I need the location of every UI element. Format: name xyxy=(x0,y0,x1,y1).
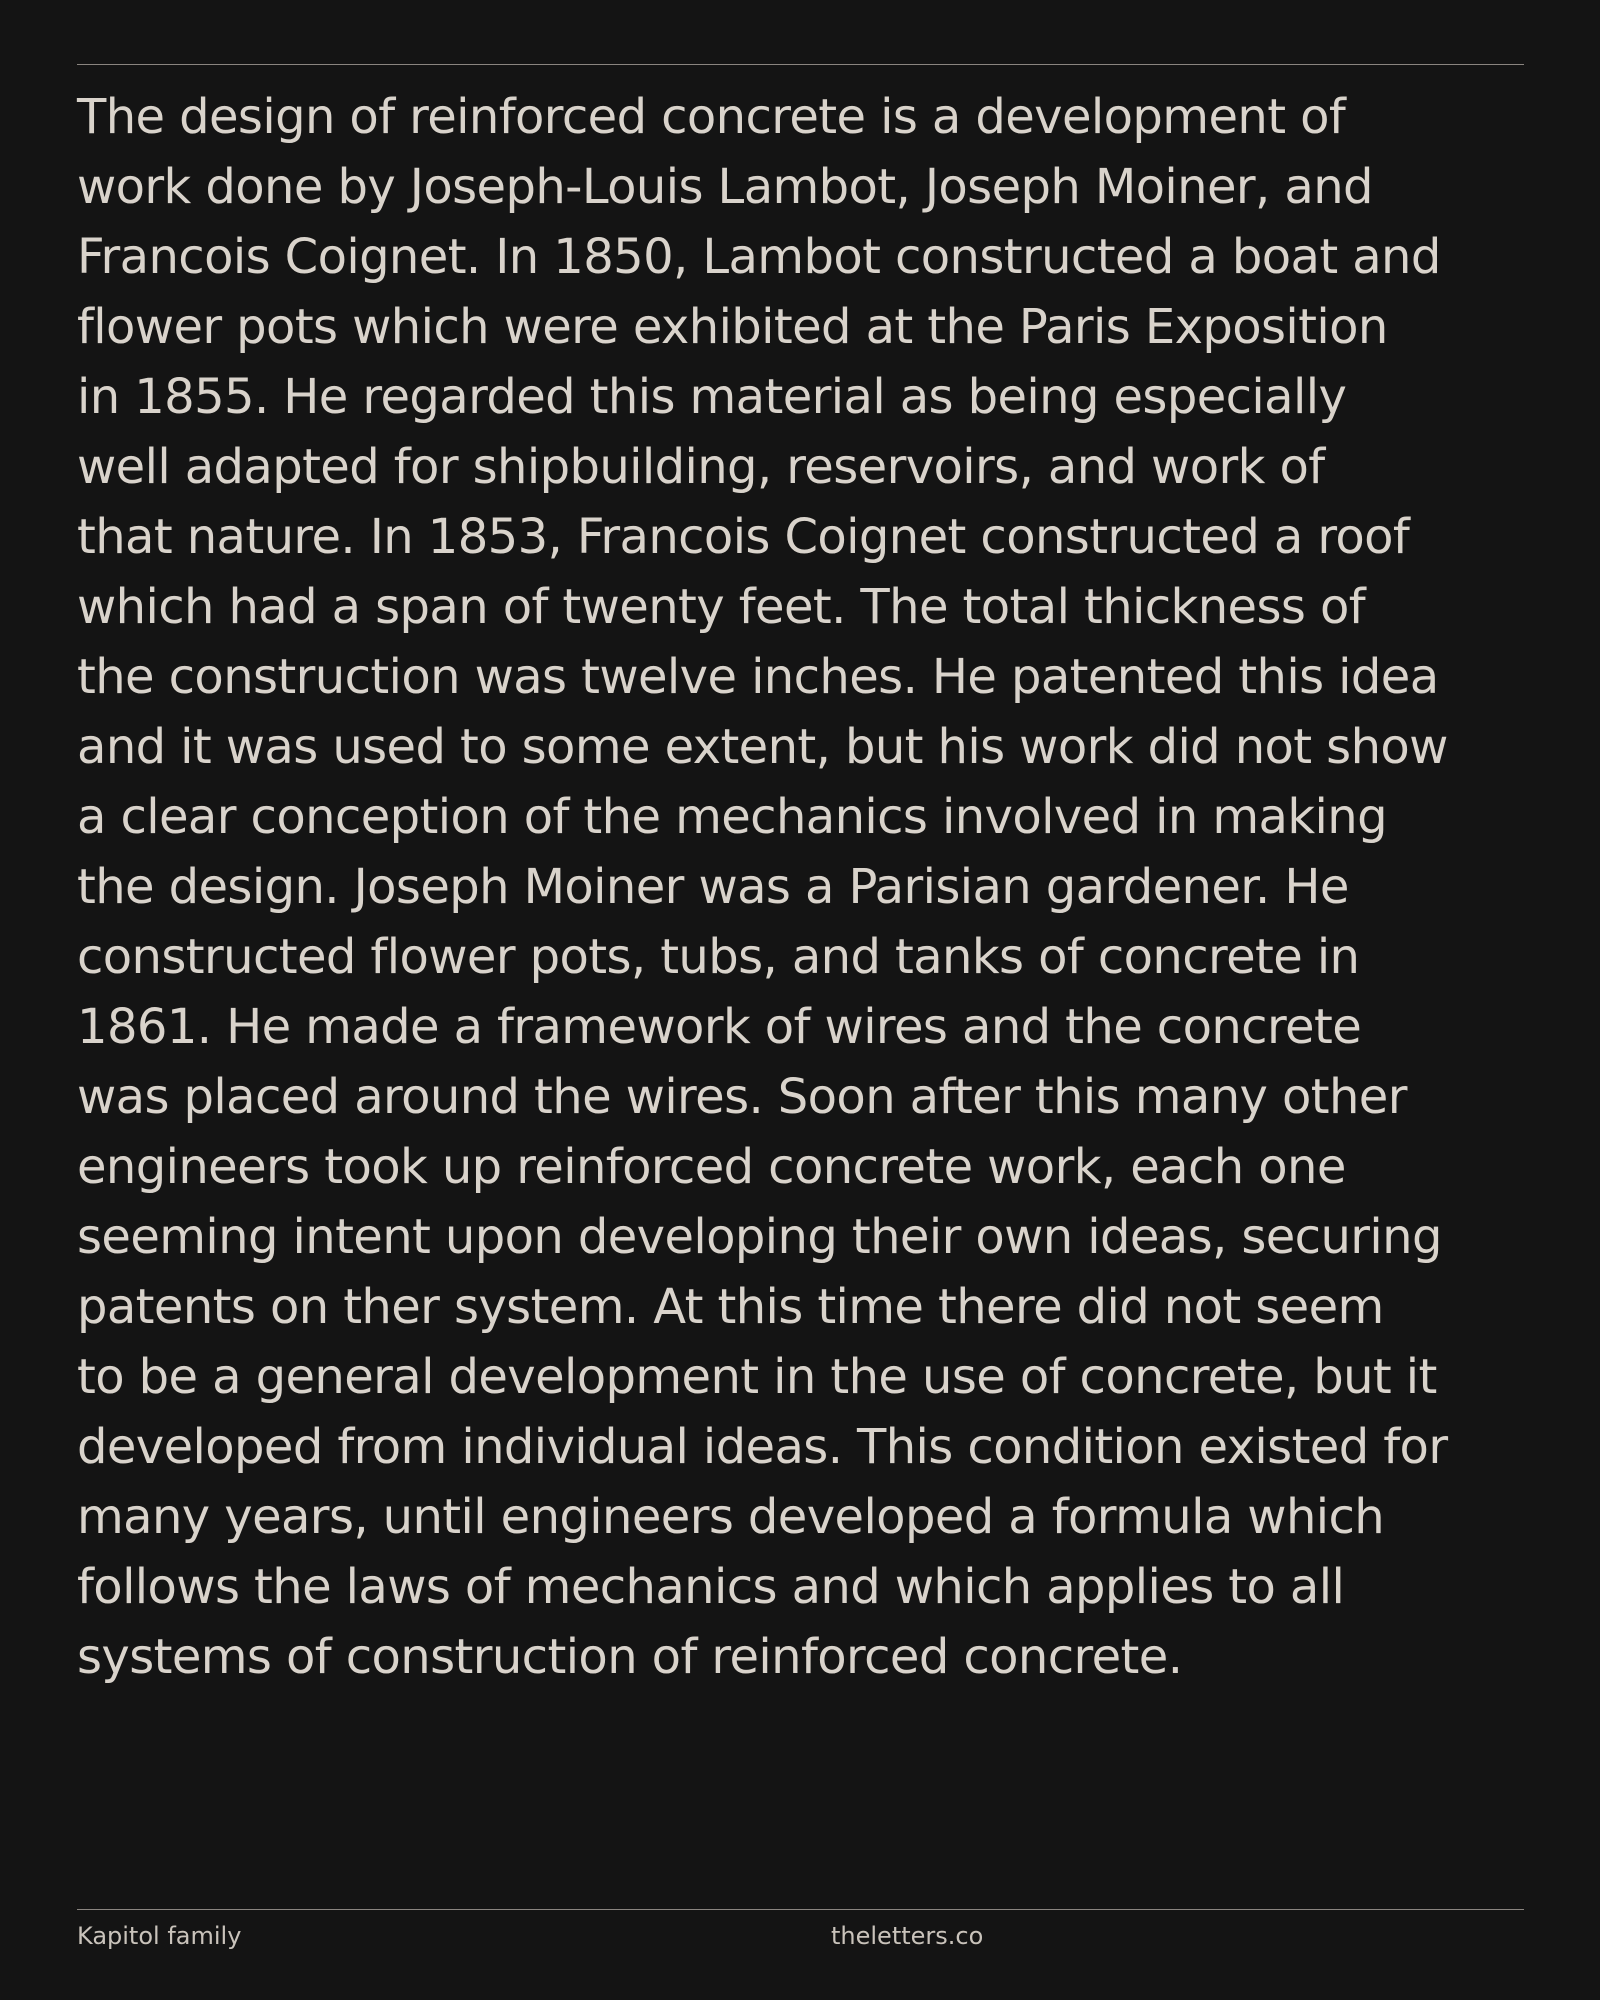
paragraph-line: many years, until engineers developed a formula which xyxy=(77,1489,1385,1545)
paragraph-line: constructed flower pots, tubs, and tanks of concrete in xyxy=(77,929,1360,985)
paragraph-line: work done by Joseph-Louis Lambot, Joseph Moiner, and xyxy=(77,159,1373,215)
font-family-label: Kapitol family xyxy=(77,1922,242,1950)
paragraph-line: was placed around the wires. Soon after this many other xyxy=(77,1069,1407,1125)
paragraph-line: in 1855. He regarded this material as being especially xyxy=(77,369,1347,425)
paragraph-line: patents on ther system. At this time there did not seem xyxy=(77,1279,1384,1335)
bottom-divider xyxy=(77,1909,1524,1910)
paragraph-line: well adapted for shipbuilding, reservoirs, and work of xyxy=(77,439,1325,495)
paragraph-line: and it was used to some extent, but his work did not show xyxy=(77,719,1448,775)
top-divider xyxy=(77,64,1524,65)
paragraph-line: developed from individual ideas. This condition existed for xyxy=(77,1419,1448,1475)
paragraph-line: seeming intent upon developing their own ideas, securing xyxy=(77,1209,1442,1265)
site-link[interactable]: theletters.co xyxy=(831,1922,984,1950)
paragraph-line: follows the laws of mechanics and which applies to all xyxy=(77,1559,1345,1615)
paragraph-line: flower pots which were exhibited at the Paris Exposition xyxy=(77,299,1388,355)
paragraph-line: to be a general development in the use of concrete, but it xyxy=(77,1349,1437,1405)
paragraph-line: engineers took up reinforced concrete work, each one xyxy=(77,1139,1346,1195)
paragraph-line: the construction was twelve inches. He patented this idea xyxy=(77,649,1439,705)
paragraph-line: systems of construction of reinforced concrete. xyxy=(77,1629,1183,1685)
paragraph-line: The design of reinforced concrete is a development of xyxy=(77,89,1346,145)
paragraph-line: 1861. He made a framework of wires and the concrete xyxy=(77,999,1362,1055)
specimen-paragraph xyxy=(77,82,1537,1692)
paragraph-line: Francois Coignet. In 1850, Lambot constructed a boat and xyxy=(77,229,1441,285)
paragraph-line: the design. Joseph Moiner was a Parisian gardener. He xyxy=(77,859,1349,915)
paragraph-line: a clear conception of the mechanics involved in making xyxy=(77,789,1387,845)
paragraph-line: which had a span of twenty feet. The total thickness of xyxy=(77,579,1366,635)
paragraph-line: that nature. In 1853, Francois Coignet constructed a roof xyxy=(77,509,1410,565)
